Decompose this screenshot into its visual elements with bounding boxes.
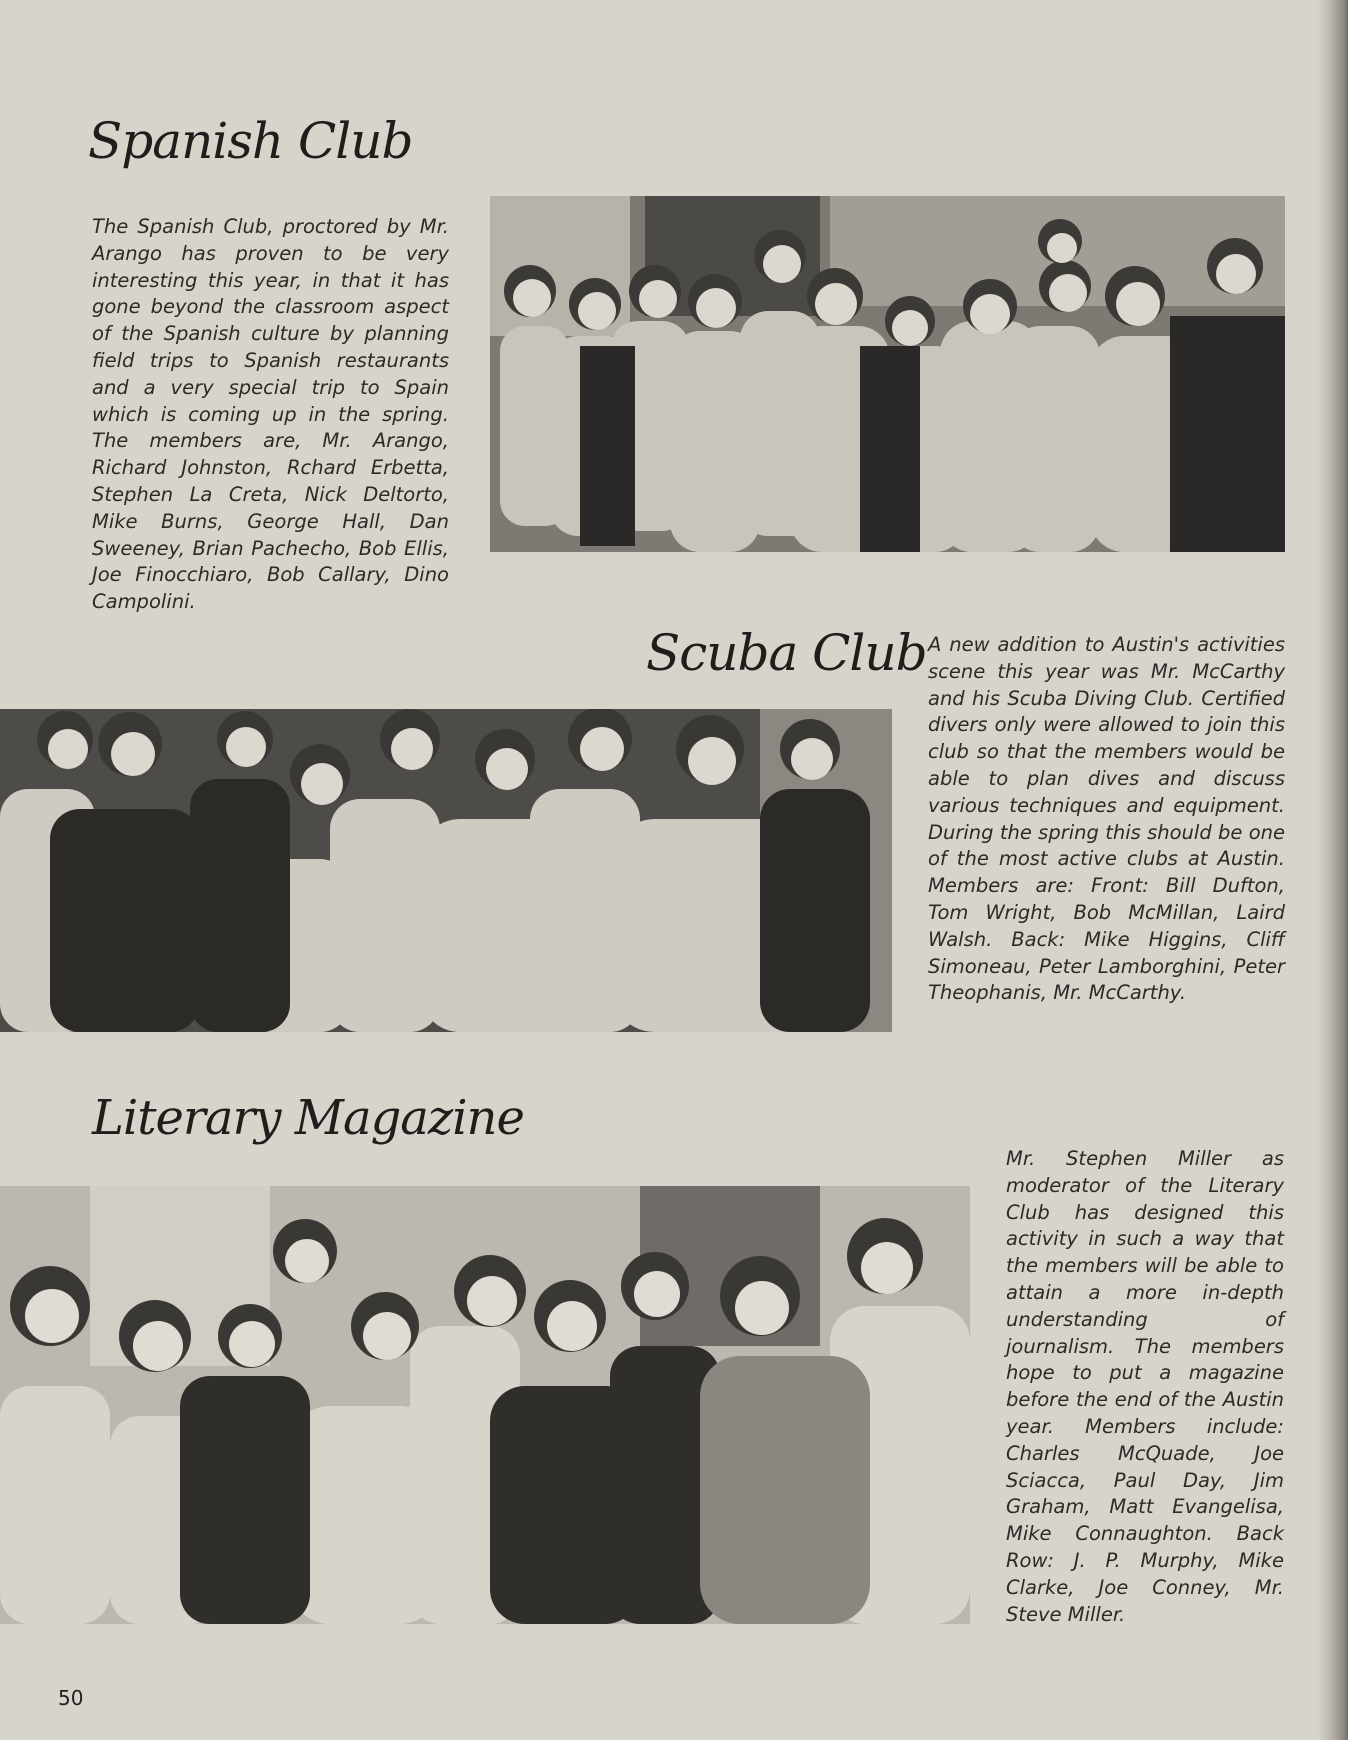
literary-magazine-group-photo	[0, 1186, 970, 1624]
spanish-club-heading: Spanish Club	[88, 112, 413, 170]
scuba-club-group-photo	[0, 709, 892, 1032]
scuba-club-heading: Scuba Club	[646, 624, 927, 682]
page-number: 50	[58, 1686, 84, 1710]
page-binding-edge	[1318, 0, 1348, 1740]
spanish-club-group-photo	[490, 196, 1285, 552]
spanish-club-description: The Spanish Club, proctored by Mr. Arango has proven to be very interesting this year, in that it has gone beyond the classroom aspect of the Spanish culture by planning field trips to Spanish restaurants and a very special trip to Spain which is coming up in the spring. The members are, Mr. Arango, Richard Johnston, Rchard Erbetta, Stephen La Creta, Nick Deltorto, Mike Burns, George Hall, Dan Sweeney, Brian Pachecho, Bob Ellis, Joe Finocchiaro, Bob Callary, Dino Campolini.	[92, 215, 449, 614]
literary-magazine-heading: Literary Magazine	[92, 1090, 524, 1146]
literary-magazine-description: Mr. Stephen Miller as moderator of the Literary Club has designed this activity in such a way that the members will be able to attain a more in-depth understanding of journalism. The members hope to put a magazine before the end of the Austin year. Members include: Charles McQuade, Joe Sciacca, Paul Day, Jim Graham, Matt Evangelisa, Mike Connaughton. Back Row: J. P. Murphy, Mike Clarke, Joe Conney, Mr. Steve Miller.	[1006, 1147, 1284, 1626]
scuba-club-description: A new addition to Austin's activities scene this year was Mr. McCarthy and his Scuba Diving Club. Certified divers only were allowed to join this club so that the members would be able to plan dives and discuss various techniques and equipment. During the spring this should be one of the most active clubs at Austin. Members are: Front: Bill Dufton, Tom Wright, Bob McMillan, Laird Walsh. Back: Mike Higgins, Cliff Simoneau, Peter Lamborghini, Peter Theophanis, Mr. McCarthy.	[928, 633, 1285, 1005]
